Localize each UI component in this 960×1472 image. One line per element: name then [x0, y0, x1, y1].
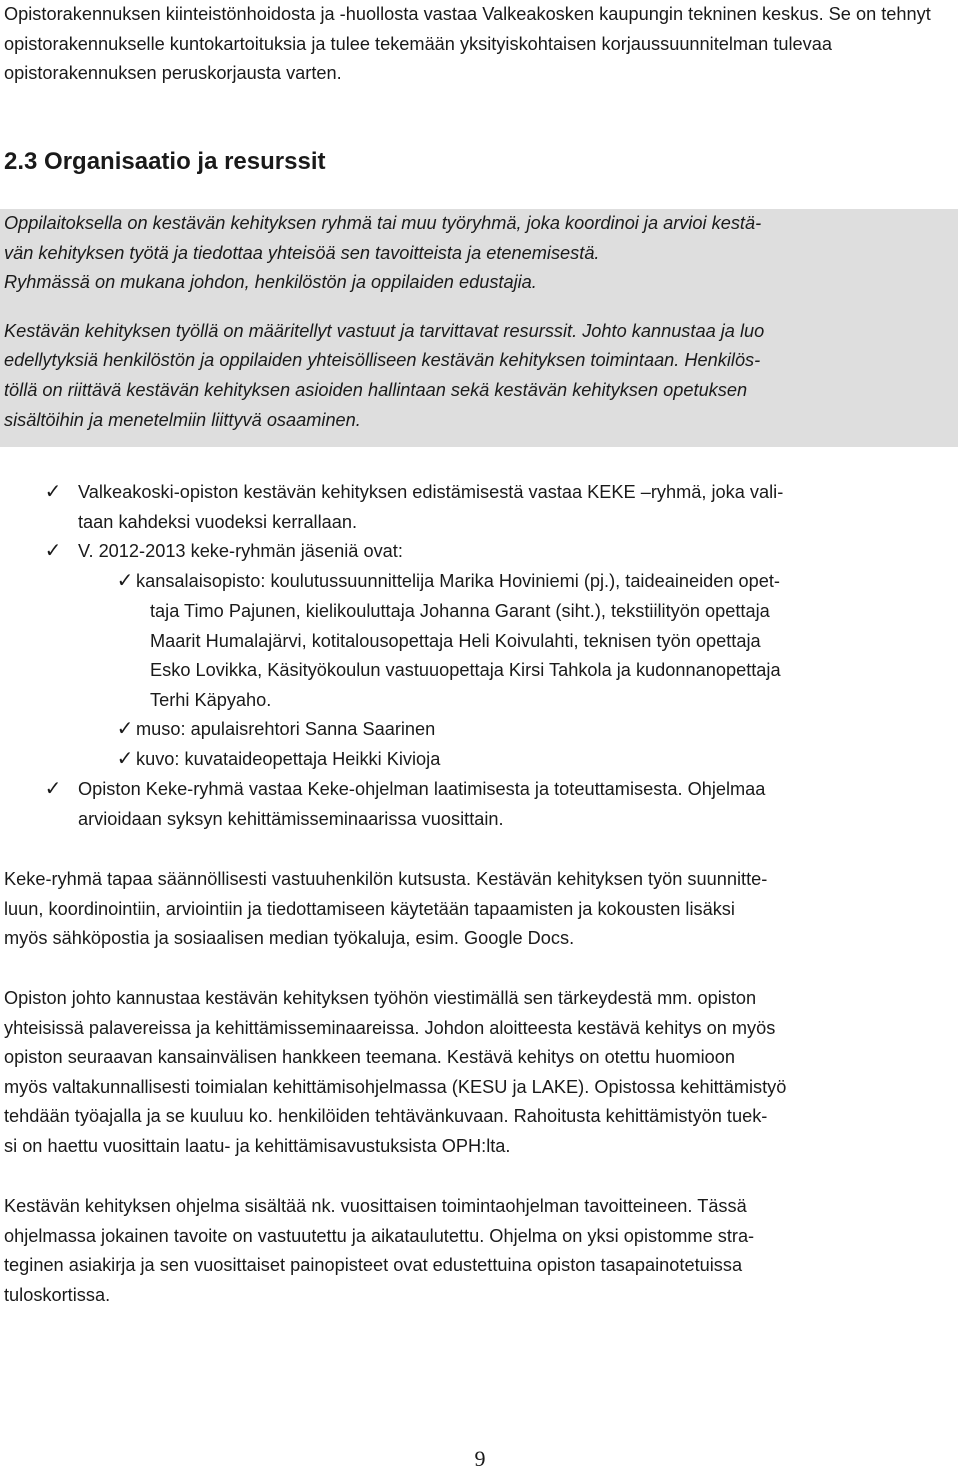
checkmark-icon: ✓: [44, 540, 62, 562]
criteria-line: Oppilaitoksella on kestävän kehityksen ryhmä tai muu työryhmä, joka koordinoi ja arvioi kestä-: [4, 213, 762, 233]
body-paragraph: [4, 984, 954, 1162]
checkmark-icon: ✓: [44, 481, 62, 503]
criteria-line: töllä on riittävä kestävän kehityksen asioiden hallintaan sekä kestävän kehityksen opetuksen: [4, 379, 748, 400]
intro-paragraph: Opistorakennuksen kiinteistönhoidosta ja -huollosta vastaa Valkeakosken kaupungin tekninen keskus. Se on tehnyt opistorakennukselle kuntokartoituksia ja tulee tekemään yksityiskohtaisen korjaussuunnitelman tulevaa opistorakennuksen peruskorjausta varten.: [4, 4, 931, 84]
checklist-line: V. 2012-2013 keke-ryhmän jäseniä ovat:: [78, 541, 403, 561]
checklist-line: Opiston Keke-ryhmä vastaa Keke-ohjelman laatimisesta ja toteuttamisesta. Ohjelmaa: [78, 779, 766, 799]
paragraph-line: myös valtakunnallisesti toimialan kehittämisohjelmassa (KESU ja LAKE). Opistossa kehittämistyö: [4, 1076, 787, 1097]
paragraph-line: tehdään työajalla ja se kuuluu ko. henkilöiden tehtävänkuvaan. Rahoitusta kehittämistyön tuek-: [4, 1106, 768, 1127]
criteria-line: Kestävän kehityksen työllä on määritellyt vastuut ja tarvittavat resurssit. Johto kannustaa ja luo: [4, 320, 765, 341]
checklist-line: Esko Lovikka, Käsityökoulun vastuuopettaja Kirsi Tahkola ja kudonnanopettaja: [150, 660, 781, 681]
criteria-box: [0, 209, 958, 447]
body-paragraph: [4, 1192, 954, 1310]
checklist-subitem: [136, 567, 956, 597]
paragraph-line: opiston seuraavan kansainvälisen hankkeen teemana. Kestävä kehitys on otettu huomioon: [4, 1047, 736, 1068]
criteria-line: Ryhmässä on mukana johdon, henkilöstön ja oppilaiden edustajia.: [4, 272, 537, 293]
checklist-line: kansalaisopisto: koulutussuunnittelija Marika Hoviniemi (pj.), taideaineiden opet-: [136, 571, 780, 591]
criteria-line: sisältöihin ja menetelmiin liittyvä osaaminen.: [4, 409, 361, 430]
page-number: 9: [474, 1446, 486, 1471]
checklist-line: arvioidaan syksyn kehittämisseminaarissa vuosittain.: [78, 808, 504, 829]
checklist-line: Maarit Humalajärvi, kotitalousopettaja Heli Koivulahti, teknisen työn opettaja: [150, 630, 761, 651]
paragraph-line: tuloskortissa.: [4, 1284, 111, 1305]
paragraph-line: Kestävän kehityksen ohjelma sisältää nk. vuosittaisen toimintaohjelman tavoitteineen. Tässä: [4, 1196, 747, 1216]
checklist-line: muso: apulaisrehtori Sanna Saarinen: [136, 719, 436, 739]
paragraph-line: ohjelmassa jokainen tavoite on vastuutettu ja aikataulutettu. Ohjelma on yksi opistomme stra-: [4, 1225, 755, 1246]
checklist-line: Valkeakoski-opiston kestävän kehityksen edistämisestä vastaa KEKE –ryhmä, joka vali-: [78, 482, 784, 502]
checkmark-icon: ✓: [116, 748, 134, 770]
checklist-item: [78, 478, 953, 537]
paragraph-line: luun, koordinointiin, arviointiin ja tiedottamiseen käytetään tapaamisten ja kokousten lisäksi: [4, 898, 735, 919]
paragraph-line: yhteisissä palavereissa ja kehittämisseminaareissa. Johdon aloitteesta kestävä kehitys on myös: [4, 1017, 776, 1038]
body-paragraph: [4, 865, 954, 954]
checklist-line: taan kahdeksi vuodeksi kerrallaan.: [78, 511, 358, 532]
checklist-subitem: [136, 745, 956, 775]
paragraph-line: si on haettu vuosittain laatu- ja kehittämisavustuksista OPH:lta.: [4, 1135, 511, 1156]
checkmark-icon: ✓: [44, 778, 62, 800]
checklist-subitem: [136, 715, 956, 745]
paragraph-line: teginen asiakirja ja sen vuosittaiset painopisteet ovat edustettuina opiston tasapainotetuissa: [4, 1255, 743, 1276]
paragraph-line: Opiston johto kannustaa kestävän kehityksen työhön viestimällä sen tärkeydestä mm. opiston: [4, 988, 757, 1008]
section-heading: 2.3 Organisaatio ja resurssit: [4, 148, 326, 175]
checkmark-icon: ✓: [116, 718, 134, 740]
checklist-item: [78, 775, 953, 834]
criteria-line: edellytyksiä henkilöstön ja oppilaiden yhteisölliseen kestävän kehityksen toimintaan. Henkilös-: [4, 350, 761, 371]
checklist-line: kuvo: kuvataideopettaja Heikki Kivioja: [136, 749, 441, 769]
paragraph-line: myös sähköpostia ja sosiaalisen median työkaluja, esim. Google Docs.: [4, 928, 575, 949]
paragraph-line: Keke-ryhmä tapaa säännöllisesti vastuuhenkilön kutsusta. Kestävän kehityksen työn suunnitte-: [4, 869, 768, 889]
checklist-line: Terhi Käpyaho.: [150, 689, 272, 710]
checklist-item: [78, 537, 953, 567]
checklist-line: taja Timo Pajunen, kielikouluttaja Johanna Garant (siht.), tekstiilityön opettaja: [150, 601, 770, 621]
checkmark-icon: ✓: [116, 570, 134, 592]
criteria-line: vän kehityksen työtä ja tiedottaa yhteisöä sen tavoitteista ja etenemisestä.: [4, 242, 600, 263]
checklist-subitem-continuation: [150, 597, 956, 715]
